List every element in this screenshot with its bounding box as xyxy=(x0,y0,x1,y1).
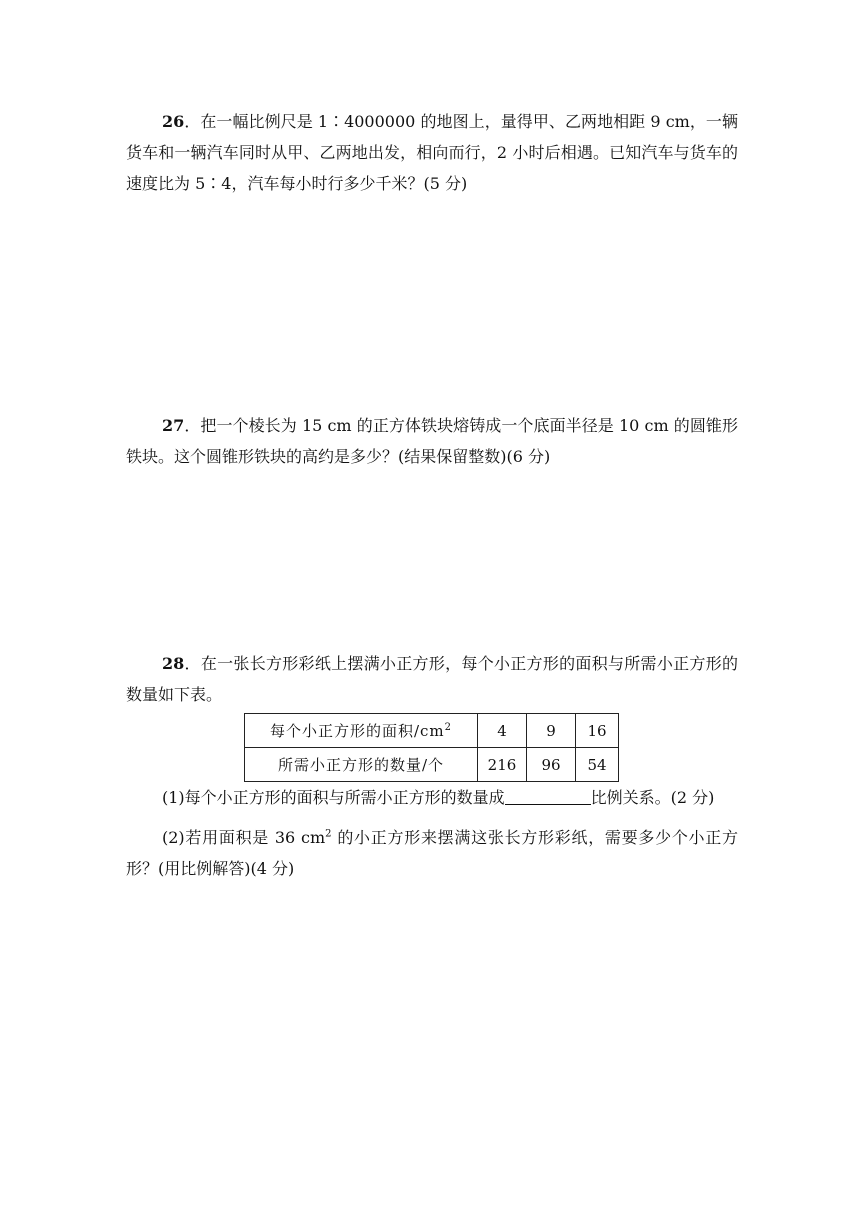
table-cell: 9 xyxy=(527,714,576,748)
table-row xyxy=(245,714,619,748)
table-cell: 54 xyxy=(576,748,619,782)
question-26 xyxy=(126,106,738,199)
answer-blank[interactable] xyxy=(505,788,591,805)
question-27-text: ．把一个棱长为 15 cm 的正方体铁块熔铸成一个底面半径是 10 cm 的圆锥形铁块。这个圆锥形铁块的高约是多少？(结果保留整数)(6 分) xyxy=(126,416,738,466)
area-count-table xyxy=(244,713,619,782)
table-cell: 96 xyxy=(527,748,576,782)
question-28-text: ．在一张长方形彩纸上摆满小正方形，每个小正方形的面积与所需小正方形的数量如下表。 xyxy=(126,654,738,704)
row-header-count: 所需小正方形的数量/个 xyxy=(245,748,478,782)
table-cell: 16 xyxy=(576,714,619,748)
question-28-part-2: (2)若用面积是 36 $cm^2$ 的小正方形来摆满这张长方形彩纸，需要多少个小正方形？(用比例解答)(4 分) xyxy=(126,828,738,878)
question-27 xyxy=(126,410,738,472)
row-header-area: 每个小正方形的面积$/cm^2$ xyxy=(245,714,478,748)
question-27-number: 27 xyxy=(162,416,185,435)
question-28-number: 28 xyxy=(162,654,185,673)
question-26-text: ．在一幅比例尺是 1∶4000000 的地图上，量得甲、乙两地相距 9 cm，一辆货车和一辆汽车同时从甲、乙两地出发，相向而行，2 小时后相遇。已知汽车与货车的速度比为 5∶4，汽车每小时行多少千米？(5 分) xyxy=(126,112,738,193)
question-28-part-1: (1)每个小正方形的面积与所需小正方形的数量成 比例关系。(2 分) xyxy=(162,788,715,807)
question-26-number: 26 xyxy=(162,112,185,131)
question-28 xyxy=(126,648,738,710)
table-cell: 4 xyxy=(478,714,527,748)
table-row xyxy=(245,748,619,782)
table-cell: 216 xyxy=(478,748,527,782)
